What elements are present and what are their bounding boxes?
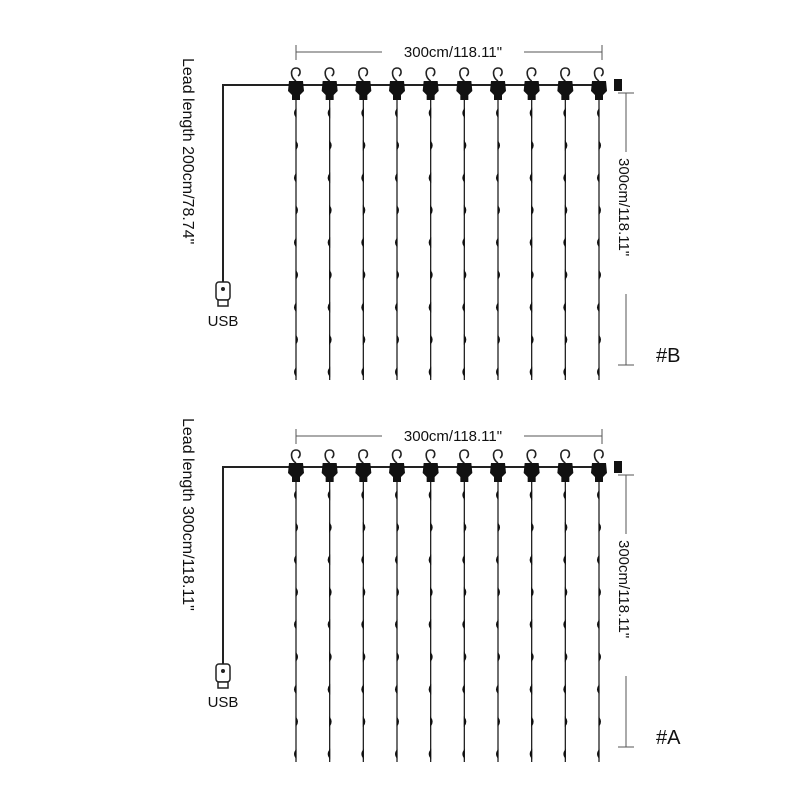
led-bulb-icon: [463, 750, 465, 758]
led-bulb-icon: [295, 685, 297, 693]
connector-icon: [355, 81, 371, 100]
led-bulb-icon: [330, 653, 332, 661]
led-bulb-icon: [330, 141, 332, 149]
led-bulb-icon: [429, 685, 431, 693]
led-bulb-icon: [599, 653, 601, 661]
light-strand: [322, 450, 338, 762]
led-bulb-icon: [599, 141, 601, 149]
led-bulb-icon: [397, 206, 399, 214]
led-bulb-icon: [328, 750, 330, 758]
end-cap: [614, 79, 622, 91]
led-bulb-icon: [328, 556, 330, 564]
usb-label: USB: [207, 694, 239, 711]
led-bulb-icon: [565, 523, 567, 531]
led-bulb-icon: [431, 718, 433, 726]
led-bulb-icon: [464, 718, 466, 726]
connector-icon: [557, 463, 573, 482]
led-bulb-icon: [463, 368, 465, 376]
led-bulb-icon: [463, 685, 465, 693]
led-bulb-icon: [463, 109, 465, 117]
led-bulb-icon: [328, 174, 330, 182]
led-bulb-icon: [363, 336, 365, 344]
led-bulb-icon: [429, 174, 431, 182]
led-bulb-icon: [397, 718, 399, 726]
hook-icon: [426, 450, 435, 463]
led-bulb-icon: [464, 141, 466, 149]
light-strand: [557, 68, 573, 380]
led-bulb-icon: [362, 750, 364, 758]
light-strand: [288, 450, 304, 762]
height-label: 300cm/118.11": [615, 158, 632, 257]
led-bulb-icon: [362, 368, 364, 376]
led-bulb-icon: [429, 239, 431, 247]
led-bulb-icon: [397, 588, 399, 596]
led-bulb-icon: [429, 368, 431, 376]
light-strand: [557, 450, 573, 762]
connector-icon: [322, 463, 338, 482]
led-bulb-icon: [362, 556, 364, 564]
led-bulb-icon: [464, 653, 466, 661]
hook-icon: [292, 450, 301, 463]
led-bulb-icon: [530, 556, 532, 564]
hook-icon: [527, 450, 536, 463]
led-bulb-icon: [328, 303, 330, 311]
light-strands: [288, 68, 607, 380]
hook-icon: [292, 68, 301, 81]
hook-icon: [595, 450, 604, 463]
height-dimension: [612, 93, 640, 365]
connector-icon: [423, 81, 439, 100]
led-bulb-icon: [532, 588, 534, 596]
hook-icon: [460, 68, 469, 81]
light-strand: [456, 68, 472, 380]
led-bulb-icon: [565, 718, 567, 726]
led-bulb-icon: [362, 303, 364, 311]
led-bulb-icon: [532, 336, 534, 344]
led-bulb-icon: [564, 621, 566, 629]
led-bulb-icon: [598, 685, 600, 693]
led-bulb-icon: [330, 718, 332, 726]
light-strand: [524, 68, 540, 380]
led-bulb-icon: [429, 621, 431, 629]
led-bulb-icon: [532, 271, 534, 279]
led-bulb-icon: [431, 523, 433, 531]
led-bulb-icon: [599, 206, 601, 214]
led-bulb-icon: [498, 653, 500, 661]
light-strand: [355, 68, 371, 380]
led-bulb-icon: [396, 685, 398, 693]
usb-label: USB: [207, 313, 239, 330]
led-bulb-icon: [328, 685, 330, 693]
led-bulb-icon: [431, 588, 433, 596]
usb-plug-icon: [216, 282, 230, 306]
led-bulb-icon: [431, 653, 433, 661]
led-bulb-icon: [363, 588, 365, 596]
led-bulb-icon: [328, 109, 330, 117]
led-bulb-icon: [532, 206, 534, 214]
light-strand: [355, 450, 371, 762]
led-bulb-icon: [598, 303, 600, 311]
connector-icon: [557, 81, 573, 100]
led-bulb-icon: [530, 109, 532, 117]
led-bulb-icon: [564, 303, 566, 311]
led-bulb-icon: [497, 239, 499, 247]
led-bulb-icon: [296, 653, 298, 661]
led-bulb-icon: [396, 368, 398, 376]
height-label: 300cm/118.11": [615, 540, 632, 639]
connector-icon: [322, 81, 338, 100]
hook-icon: [561, 68, 570, 81]
led-bulb-icon: [565, 336, 567, 344]
led-bulb-icon: [396, 174, 398, 182]
connector-icon: [524, 81, 540, 100]
led-bulb-icon: [296, 206, 298, 214]
light-strand: [490, 68, 506, 380]
led-bulb-icon: [599, 588, 601, 596]
connector-icon: [288, 463, 304, 482]
led-bulb-icon: [431, 206, 433, 214]
led-bulb-icon: [564, 491, 566, 499]
led-bulb-icon: [532, 718, 534, 726]
led-bulb-icon: [295, 239, 297, 247]
connector-icon: [355, 463, 371, 482]
led-bulb-icon: [295, 621, 297, 629]
led-bulb-icon: [565, 653, 567, 661]
light-strand: [423, 68, 439, 380]
led-bulb-icon: [564, 174, 566, 182]
led-bulb-icon: [429, 109, 431, 117]
led-bulb-icon: [429, 303, 431, 311]
led-bulb-icon: [296, 141, 298, 149]
led-bulb-icon: [363, 653, 365, 661]
led-bulb-icon: [565, 271, 567, 279]
led-bulb-icon: [564, 109, 566, 117]
led-bulb-icon: [564, 685, 566, 693]
led-bulb-icon: [296, 718, 298, 726]
led-bulb-icon: [330, 588, 332, 596]
led-bulb-icon: [396, 491, 398, 499]
led-bulb-icon: [497, 491, 499, 499]
led-bulb-icon: [295, 556, 297, 564]
led-bulb-icon: [464, 271, 466, 279]
light-strands: [288, 450, 607, 762]
led-bulb-icon: [598, 621, 600, 629]
led-bulb-icon: [429, 556, 431, 564]
width-label: 300cm/118.11": [403, 44, 503, 61]
led-bulb-icon: [295, 109, 297, 117]
led-bulb-icon: [498, 141, 500, 149]
connector-icon: [490, 81, 506, 100]
led-bulb-icon: [330, 271, 332, 279]
led-bulb-icon: [599, 336, 601, 344]
hook-icon: [325, 68, 334, 81]
led-bulb-icon: [530, 303, 532, 311]
light-strand: [423, 450, 439, 762]
led-bulb-icon: [564, 750, 566, 758]
usb-plug-icon: [216, 664, 230, 688]
led-bulb-icon: [431, 271, 433, 279]
led-bulb-icon: [397, 141, 399, 149]
led-bulb-icon: [464, 206, 466, 214]
led-bulb-icon: [598, 239, 600, 247]
height-dimension: [612, 475, 640, 747]
variant-label: #A: [656, 727, 681, 749]
lead-length-label: Lead length 200cm/78.74": [179, 58, 196, 245]
led-bulb-icon: [296, 336, 298, 344]
led-bulb-icon: [598, 491, 600, 499]
led-bulb-icon: [363, 271, 365, 279]
led-bulb-icon: [397, 523, 399, 531]
led-bulb-icon: [362, 174, 364, 182]
led-bulb-icon: [464, 588, 466, 596]
led-bulb-icon: [530, 491, 532, 499]
led-bulb-icon: [498, 271, 500, 279]
connector-icon: [423, 463, 439, 482]
led-bulb-icon: [396, 109, 398, 117]
variant-label: #B: [656, 345, 681, 367]
connector-icon: [456, 81, 472, 100]
led-bulb-icon: [362, 491, 364, 499]
led-bulb-icon: [396, 621, 398, 629]
led-bulb-icon: [532, 141, 534, 149]
connector-icon: [490, 463, 506, 482]
led-bulb-icon: [328, 368, 330, 376]
led-bulb-icon: [396, 556, 398, 564]
hook-icon: [393, 450, 402, 463]
led-bulb-icon: [295, 303, 297, 311]
led-bulb-icon: [532, 653, 534, 661]
led-bulb-icon: [463, 174, 465, 182]
led-bulb-icon: [396, 750, 398, 758]
led-bulb-icon: [363, 141, 365, 149]
led-bulb-icon: [564, 239, 566, 247]
led-bulb-icon: [497, 368, 499, 376]
curtain-light-diagram-b: [179, 40, 680, 380]
led-bulb-icon: [498, 588, 500, 596]
hook-icon: [595, 68, 604, 81]
led-bulb-icon: [464, 336, 466, 344]
led-bulb-icon: [295, 750, 297, 758]
light-strand: [389, 68, 405, 380]
light-strand: [322, 68, 338, 380]
led-bulb-icon: [296, 271, 298, 279]
led-bulb-icon: [296, 523, 298, 531]
led-bulb-icon: [598, 109, 600, 117]
led-bulb-icon: [362, 239, 364, 247]
led-bulb-icon: [396, 303, 398, 311]
lead-cable: [223, 467, 600, 665]
hook-icon: [460, 450, 469, 463]
connector-icon: [389, 463, 405, 482]
led-bulb-icon: [530, 239, 532, 247]
led-bulb-icon: [464, 523, 466, 531]
led-bulb-icon: [431, 141, 433, 149]
led-bulb-icon: [397, 336, 399, 344]
led-bulb-icon: [396, 239, 398, 247]
led-bulb-icon: [463, 239, 465, 247]
led-bulb-icon: [599, 718, 601, 726]
led-bulb-icon: [429, 491, 431, 499]
led-bulb-icon: [497, 303, 499, 311]
led-bulb-icon: [497, 750, 499, 758]
led-bulb-icon: [362, 109, 364, 117]
led-bulb-icon: [598, 556, 600, 564]
hook-icon: [325, 450, 334, 463]
lead-cable: [223, 85, 600, 283]
led-bulb-icon: [565, 206, 567, 214]
led-bulb-icon: [497, 174, 499, 182]
light-strand: [456, 450, 472, 762]
hook-icon: [426, 68, 435, 81]
led-bulb-icon: [497, 685, 499, 693]
led-bulb-icon: [363, 718, 365, 726]
led-bulb-icon: [431, 336, 433, 344]
led-bulb-icon: [565, 141, 567, 149]
led-bulb-icon: [328, 621, 330, 629]
hook-icon: [494, 450, 503, 463]
led-bulb-icon: [532, 523, 534, 531]
led-bulb-icon: [397, 271, 399, 279]
connector-icon: [288, 81, 304, 100]
led-bulb-icon: [330, 523, 332, 531]
led-bulb-icon: [530, 368, 532, 376]
led-bulb-icon: [598, 750, 600, 758]
connector-icon: [389, 81, 405, 100]
led-bulb-icon: [599, 523, 601, 531]
hook-icon: [359, 450, 368, 463]
hook-icon: [527, 68, 536, 81]
led-bulb-icon: [363, 206, 365, 214]
connector-icon: [456, 463, 472, 482]
hook-icon: [561, 450, 570, 463]
lead-length-label: Lead length 300cm/118.11": [179, 418, 196, 611]
connector-icon: [591, 81, 607, 100]
led-bulb-icon: [598, 368, 600, 376]
led-bulb-icon: [295, 368, 297, 376]
led-bulb-icon: [463, 303, 465, 311]
width-dimension: [296, 424, 602, 446]
led-bulb-icon: [429, 750, 431, 758]
led-bulb-icon: [463, 491, 465, 499]
led-bulb-icon: [363, 523, 365, 531]
led-bulb-icon: [463, 556, 465, 564]
hook-icon: [393, 68, 402, 81]
led-bulb-icon: [463, 621, 465, 629]
led-bulb-icon: [564, 368, 566, 376]
led-bulb-icon: [295, 174, 297, 182]
led-bulb-icon: [530, 750, 532, 758]
led-bulb-icon: [328, 491, 330, 499]
led-bulb-icon: [497, 621, 499, 629]
led-bulb-icon: [530, 174, 532, 182]
led-bulb-icon: [295, 491, 297, 499]
connector-icon: [591, 463, 607, 482]
led-bulb-icon: [530, 685, 532, 693]
led-bulb-icon: [530, 621, 532, 629]
light-strand: [389, 450, 405, 762]
end-cap: [614, 461, 622, 473]
led-bulb-icon: [498, 718, 500, 726]
curtain-light-diagram-a: [179, 418, 681, 762]
led-bulb-icon: [599, 271, 601, 279]
led-bulb-icon: [498, 336, 500, 344]
width-label: 300cm/118.11": [403, 428, 503, 445]
led-bulb-icon: [564, 556, 566, 564]
led-bulb-icon: [296, 588, 298, 596]
led-bulb-icon: [362, 621, 364, 629]
light-strand: [591, 450, 607, 762]
width-dimension: [296, 40, 602, 62]
connector-icon: [524, 463, 540, 482]
led-bulb-icon: [497, 556, 499, 564]
led-bulb-icon: [498, 523, 500, 531]
light-strand: [591, 68, 607, 380]
led-bulb-icon: [497, 109, 499, 117]
light-strand: [490, 450, 506, 762]
led-bulb-icon: [362, 685, 364, 693]
light-strand: [524, 450, 540, 762]
light-strand: [288, 68, 304, 380]
led-bulb-icon: [328, 239, 330, 247]
led-bulb-icon: [397, 653, 399, 661]
led-bulb-icon: [498, 206, 500, 214]
led-bulb-icon: [598, 174, 600, 182]
led-bulb-icon: [565, 588, 567, 596]
hook-icon: [359, 68, 368, 81]
led-bulb-icon: [330, 206, 332, 214]
led-bulb-icon: [330, 336, 332, 344]
hook-icon: [494, 68, 503, 81]
